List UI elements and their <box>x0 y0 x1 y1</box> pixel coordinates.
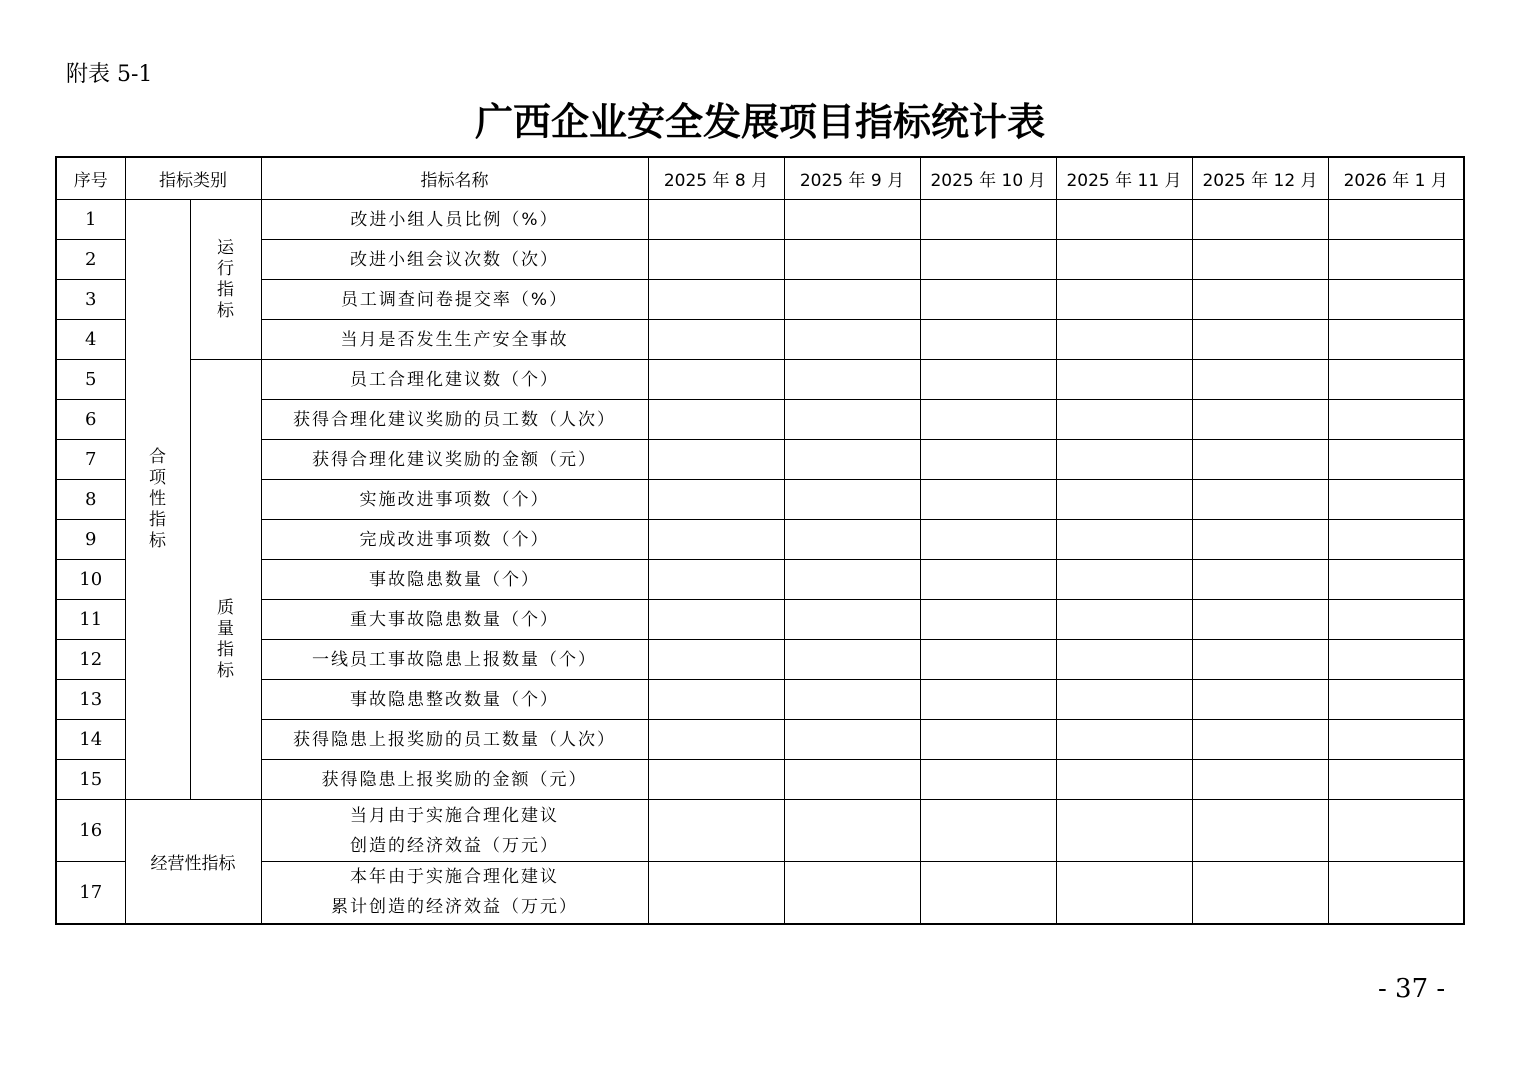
value-cell[interactable] <box>1192 680 1328 720</box>
table-row <box>56 862 1464 924</box>
table-row <box>56 600 1464 640</box>
value-cell[interactable] <box>920 360 1056 400</box>
row-name: 一线员工事故隐患上报数量（个） <box>261 640 648 680</box>
value-cell[interactable] <box>648 440 784 480</box>
sub-operation-cell <box>190 200 261 360</box>
row-seq: 5 <box>56 360 125 400</box>
row-seq: 3 <box>56 280 125 320</box>
value-cell[interactable] <box>1056 760 1192 800</box>
attachment-label: 附表 5-1 <box>66 62 153 87</box>
value-cell[interactable] <box>784 480 920 520</box>
value-cell[interactable] <box>648 600 784 640</box>
value-cell[interactable] <box>1192 400 1328 440</box>
value-cell[interactable] <box>784 760 920 800</box>
indicator-statistics-table <box>55 156 1465 925</box>
value-cell[interactable] <box>1056 360 1192 400</box>
value-cell[interactable] <box>1192 200 1328 240</box>
value-cell[interactable] <box>784 680 920 720</box>
value-cell[interactable] <box>1192 600 1328 640</box>
value-cell[interactable] <box>1328 680 1464 720</box>
row-name: 改进小组会议次数（次） <box>261 240 648 280</box>
header-month-3: 2025 年 10 月 <box>920 157 1056 200</box>
header-name: 指标名称 <box>261 157 648 200</box>
value-cell[interactable] <box>920 760 1056 800</box>
value-cell[interactable] <box>1328 560 1464 600</box>
value-cell[interactable] <box>648 640 784 680</box>
page-number: - 37 - <box>1378 974 1446 1004</box>
value-cell[interactable] <box>1328 240 1464 280</box>
value-cell[interactable] <box>784 400 920 440</box>
row-name: 获得合理化建议奖励的金额（元） <box>261 440 648 480</box>
value-cell[interactable] <box>784 520 920 560</box>
row-name <box>261 800 648 862</box>
value-cell[interactable] <box>920 800 1056 862</box>
value-cell[interactable] <box>1192 520 1328 560</box>
value-cell[interactable] <box>1328 480 1464 520</box>
table-row <box>56 560 1464 600</box>
table-row <box>56 680 1464 720</box>
value-cell[interactable] <box>1056 600 1192 640</box>
value-cell[interactable] <box>920 280 1056 320</box>
row-seq: 2 <box>56 240 125 280</box>
table-row <box>56 800 1464 862</box>
value-cell[interactable] <box>648 560 784 600</box>
row-seq: 8 <box>56 480 125 520</box>
value-cell[interactable] <box>648 400 784 440</box>
value-cell[interactable] <box>648 800 784 862</box>
value-cell[interactable] <box>1192 560 1328 600</box>
value-cell[interactable] <box>1192 862 1328 924</box>
value-cell[interactable] <box>1056 520 1192 560</box>
group-compliance-cell <box>125 200 190 800</box>
value-cell[interactable] <box>648 720 784 760</box>
value-cell[interactable] <box>1192 240 1328 280</box>
table-row <box>56 200 1464 240</box>
row-seq: 13 <box>56 680 125 720</box>
value-cell[interactable] <box>1328 200 1464 240</box>
value-cell[interactable] <box>784 360 920 400</box>
row-seq: 6 <box>56 400 125 440</box>
sub-quality-cell <box>190 360 261 800</box>
value-cell[interactable] <box>920 400 1056 440</box>
header-month-4: 2025 年 11 月 <box>1056 157 1192 200</box>
table-row <box>56 320 1464 360</box>
value-cell[interactable] <box>920 200 1056 240</box>
row-name-line1: 本年由于实施合理化建议 <box>350 867 559 888</box>
row-name: 改进小组人员比例（%） <box>261 200 648 240</box>
value-cell[interactable] <box>1056 862 1192 924</box>
value-cell[interactable] <box>784 320 920 360</box>
value-cell[interactable] <box>784 720 920 760</box>
row-seq: 9 <box>56 520 125 560</box>
row-seq: 15 <box>56 760 125 800</box>
value-cell[interactable] <box>1056 560 1192 600</box>
value-cell[interactable] <box>1056 720 1192 760</box>
value-cell[interactable] <box>1056 640 1192 680</box>
table-row <box>56 760 1464 800</box>
group-business-cell <box>125 800 261 924</box>
header-month-1: 2025 年 8 月 <box>648 157 784 200</box>
table-row <box>56 480 1464 520</box>
value-cell[interactable] <box>920 560 1056 600</box>
value-cell[interactable] <box>1192 640 1328 680</box>
value-cell[interactable] <box>1328 400 1464 440</box>
row-name: 事故隐患数量（个） <box>261 560 648 600</box>
value-cell[interactable] <box>648 480 784 520</box>
value-cell[interactable] <box>1328 720 1464 760</box>
table-row <box>56 280 1464 320</box>
value-cell[interactable] <box>920 680 1056 720</box>
value-cell[interactable] <box>1192 480 1328 520</box>
value-cell[interactable] <box>1192 440 1328 480</box>
value-cell[interactable] <box>920 862 1056 924</box>
value-cell[interactable] <box>1056 240 1192 280</box>
row-seq: 1 <box>56 200 125 240</box>
row-name: 事故隐患整改数量（个） <box>261 680 648 720</box>
value-cell[interactable] <box>648 680 784 720</box>
value-cell[interactable] <box>1328 640 1464 680</box>
value-cell[interactable] <box>648 360 784 400</box>
value-cell[interactable] <box>784 200 920 240</box>
row-name: 实施改进事项数（个） <box>261 480 648 520</box>
value-cell[interactable] <box>1192 320 1328 360</box>
value-cell[interactable] <box>1056 440 1192 480</box>
value-cell[interactable] <box>920 440 1056 480</box>
row-name <box>261 862 648 924</box>
row-name: 完成改进事项数（个） <box>261 520 648 560</box>
row-seq: 14 <box>56 720 125 760</box>
value-cell[interactable] <box>1328 440 1464 480</box>
group-business-label: 经营性指标 <box>150 853 236 874</box>
value-cell[interactable] <box>784 280 920 320</box>
row-name: 重大事故隐患数量（个） <box>261 600 648 640</box>
table-row <box>56 240 1464 280</box>
value-cell[interactable] <box>920 640 1056 680</box>
value-cell[interactable] <box>920 720 1056 760</box>
value-cell[interactable] <box>1192 800 1328 862</box>
value-cell[interactable] <box>920 320 1056 360</box>
value-cell[interactable] <box>1192 360 1328 400</box>
value-cell[interactable] <box>784 862 920 924</box>
value-cell[interactable] <box>648 280 784 320</box>
row-seq: 4 <box>56 320 125 360</box>
row-name: 员工合理化建议数（个） <box>261 360 648 400</box>
header-month-2: 2025 年 9 月 <box>784 157 920 200</box>
value-cell[interactable] <box>784 600 920 640</box>
value-cell[interactable] <box>648 520 784 560</box>
row-seq: 11 <box>56 600 125 640</box>
header-seq: 序号 <box>56 157 125 200</box>
value-cell[interactable] <box>648 240 784 280</box>
header-month-6: 2026 年 1 月 <box>1328 157 1464 200</box>
value-cell[interactable] <box>1328 520 1464 560</box>
table-row <box>56 640 1464 680</box>
value-cell[interactable] <box>784 640 920 680</box>
value-cell[interactable] <box>648 320 784 360</box>
value-cell[interactable] <box>1328 280 1464 320</box>
row-seq: 7 <box>56 440 125 480</box>
table-row <box>56 400 1464 440</box>
value-cell[interactable] <box>1056 280 1192 320</box>
value-cell[interactable] <box>1056 200 1192 240</box>
header-month-5: 2025 年 12 月 <box>1192 157 1328 200</box>
table-row <box>56 520 1464 560</box>
value-cell[interactable] <box>1328 800 1464 862</box>
value-cell[interactable] <box>1328 862 1464 924</box>
row-name: 获得隐患上报奖励的金额（元） <box>261 760 648 800</box>
page-title: 广西企业安全发展项目指标统计表 <box>474 99 1045 144</box>
value-cell[interactable] <box>1056 800 1192 862</box>
sub-quality-label: 质量指标 <box>217 597 234 681</box>
table-header-row <box>56 157 1464 200</box>
value-cell[interactable] <box>1056 680 1192 720</box>
table-row <box>56 360 1464 400</box>
group-compliance-label: 合项性指标 <box>149 447 166 551</box>
value-cell[interactable] <box>1056 400 1192 440</box>
row-seq: 16 <box>56 800 125 862</box>
value-cell[interactable] <box>648 862 784 924</box>
value-cell[interactable] <box>1328 760 1464 800</box>
value-cell[interactable] <box>920 240 1056 280</box>
sub-operation-label: 运行指标 <box>217 237 234 321</box>
value-cell[interactable] <box>920 480 1056 520</box>
row-name: 获得合理化建议奖励的员工数（人次） <box>261 400 648 440</box>
row-seq: 17 <box>56 862 125 924</box>
value-cell[interactable] <box>920 600 1056 640</box>
row-name: 员工调查问卷提交率（%） <box>261 280 648 320</box>
row-name-line2: 创造的经济效益（万元） <box>350 835 559 856</box>
row-name-line1: 当月由于实施合理化建议 <box>350 805 559 826</box>
row-name: 获得隐患上报奖励的员工数量（人次） <box>261 720 648 760</box>
value-cell[interactable] <box>784 440 920 480</box>
row-name: 当月是否发生生产安全事故 <box>261 320 648 360</box>
value-cell[interactable] <box>1192 720 1328 760</box>
value-cell[interactable] <box>1192 280 1328 320</box>
row-name-line2: 累计创造的经济效益（万元） <box>331 897 578 918</box>
row-seq: 12 <box>56 640 125 680</box>
row-seq: 10 <box>56 560 125 600</box>
table-row <box>56 440 1464 480</box>
value-cell[interactable] <box>1328 360 1464 400</box>
table-row <box>56 720 1464 760</box>
value-cell[interactable] <box>784 800 920 862</box>
value-cell[interactable] <box>920 520 1056 560</box>
value-cell[interactable] <box>1056 320 1192 360</box>
value-cell[interactable] <box>784 240 920 280</box>
value-cell[interactable] <box>1328 320 1464 360</box>
header-category: 指标类别 <box>125 157 261 200</box>
value-cell[interactable] <box>1192 760 1328 800</box>
value-cell[interactable] <box>1328 600 1464 640</box>
value-cell[interactable] <box>648 760 784 800</box>
value-cell[interactable] <box>648 200 784 240</box>
value-cell[interactable] <box>1056 480 1192 520</box>
value-cell[interactable] <box>784 560 920 600</box>
